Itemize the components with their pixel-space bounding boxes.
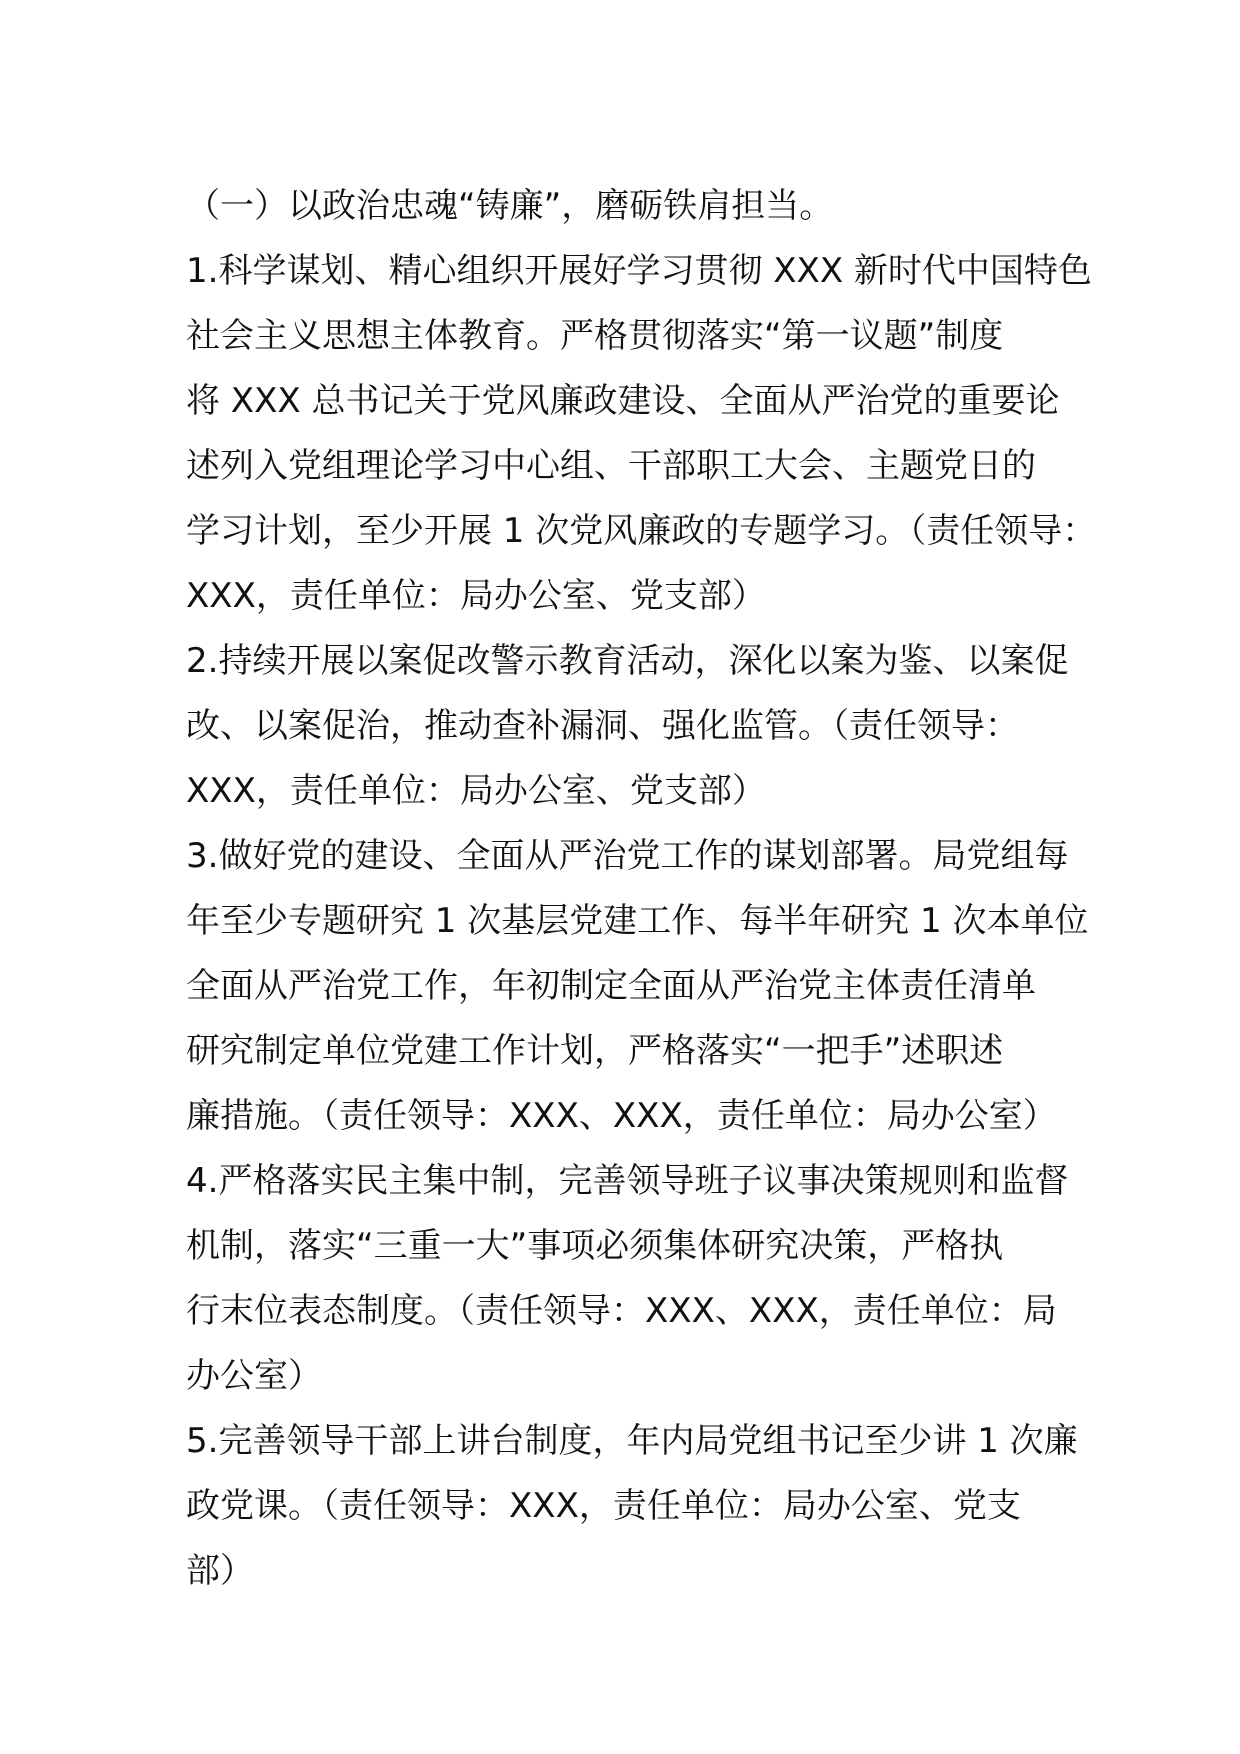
paragraph-line: 政党课。（责任领导：XXX，责任单位：局办公室、党支 — [186, 1486, 1021, 1526]
paragraph-line: 1.科学谋划、精心组织开展好学习贯彻 XXX 新时代中国特色 — [186, 251, 1092, 291]
paragraph-line: 研究制定单位党建工作计划，严格落实“一把手”述职述 — [186, 1031, 1004, 1071]
paragraph-line: 全面从严治党工作，年初制定全面从严治党主体责任清单 — [186, 966, 1036, 1006]
paragraph-line: 将 XXX 总书记关于党风廉政建设、全面从严治党的重要论 — [186, 381, 1060, 421]
paragraph-line: 改、以案促治，推动查补漏洞、强化监管。（责任领导： — [186, 706, 1019, 746]
document-body — [186, 174, 1097, 1604]
paragraph-line: 年至少专题研究 1 次基层党建工作、每半年研究 1 次本单位 — [186, 901, 1089, 941]
paragraph-line: XXX，责任单位：局办公室、党支部） — [186, 771, 766, 811]
paragraph-line: 3.做好党的建设、全面从严治党工作的谋划部署。局党组每 — [186, 836, 1069, 876]
paragraph-line: 社会主义思想主体教育。严格贯彻落实“第一议题”制度 — [186, 316, 1004, 356]
paragraph-item-5 — [186, 1409, 1076, 1604]
paragraph-item-3 — [186, 824, 1089, 1149]
paragraph-line: 5.完善领导干部上讲台制度，年内局党组书记至少讲 1 次廉 — [186, 1421, 1078, 1461]
paragraph-line: 廉措施。（责任领导：XXX、XXX，责任单位：局办公室） — [186, 1096, 1057, 1136]
paragraph-line: 办公室） — [186, 1356, 322, 1396]
paragraph-line: 学习计划，至少开展 1 次党风廉政的专题学习。（责任领导： — [186, 511, 1097, 551]
paragraph-item-4 — [186, 1149, 1076, 1409]
paragraph-line: 机制，落实“三重一大”事项必须集体研究决策，严格执 — [186, 1226, 1004, 1266]
paragraph-item-1 — [186, 239, 1097, 629]
paragraph-line: XXX，责任单位：局办公室、党支部） — [186, 576, 766, 616]
section-heading: （一）以政治忠魂“铸廉”，磨砺铁肩担当。 — [186, 186, 834, 226]
paragraph-line: 部） — [186, 1551, 254, 1591]
paragraph-line: 述列入党组理论学习中心组、干部职工大会、主题党日的 — [186, 446, 1036, 486]
paragraph-line: 行末位表态制度。（责任领导：XXX、XXX，责任单位：局 — [186, 1291, 1057, 1331]
paragraph-line: 4.严格落实民主集中制，完善领导班子议事决策规则和监督 — [186, 1161, 1069, 1201]
paragraph-line: 2.持续开展以案促改警示教育活动，深化以案为鉴、以案促 — [186, 641, 1069, 681]
paragraph-item-2 — [186, 629, 1076, 824]
